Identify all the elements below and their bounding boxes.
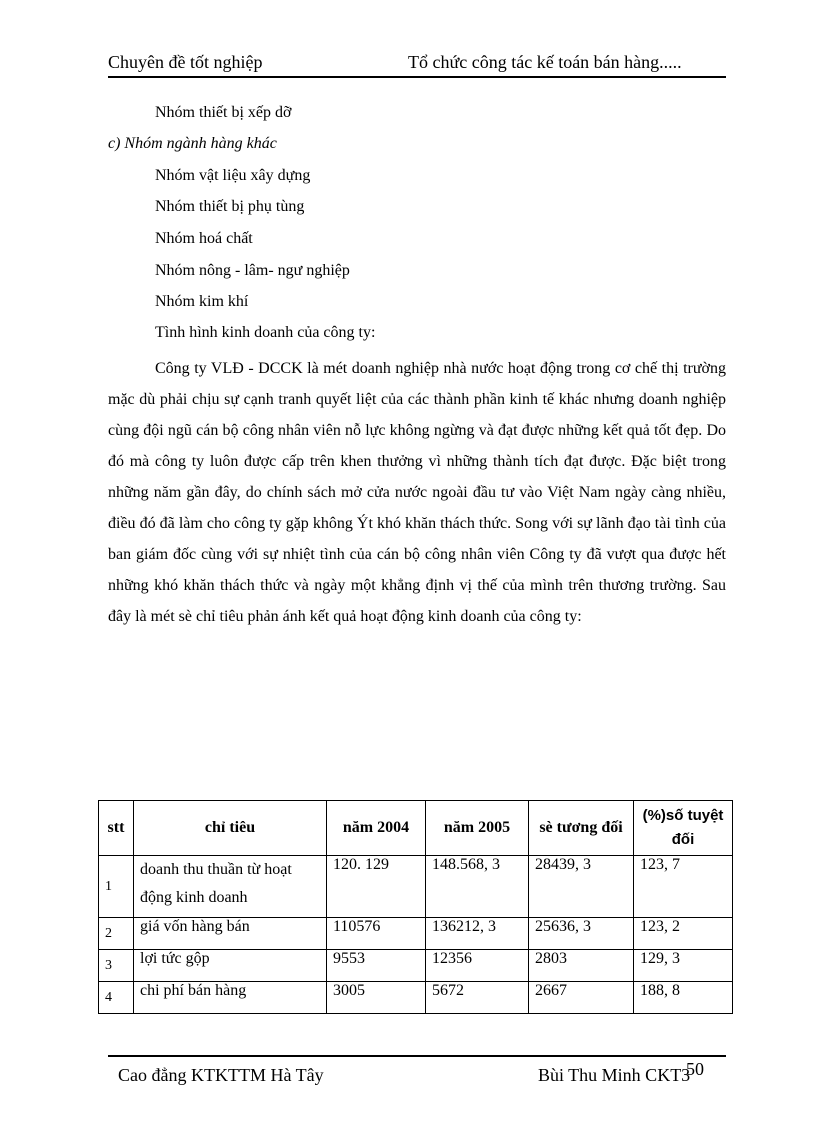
footer-left: Cao đẳng KTKTTM Hà Tây xyxy=(118,1065,324,1085)
cell-absolute: 123, 7 xyxy=(634,856,733,918)
subheading: Tình hình kinh doanh của công ty: xyxy=(155,324,376,341)
col-stt: stt xyxy=(99,801,134,856)
cell-stt: 2 xyxy=(99,918,134,950)
section-heading: c) Nhóm ngành hàng khác xyxy=(108,135,277,152)
list-item: Nhóm thiết bị xếp dỡ xyxy=(155,104,292,121)
col-2004: năm 2004 xyxy=(327,801,426,856)
cell-indicator: giá vốn hàng bán xyxy=(134,918,327,950)
cell-2005: 136212, 3 xyxy=(426,918,529,950)
cell-relative: 2667 xyxy=(529,982,634,1014)
cell-stt: 1 xyxy=(99,856,134,918)
table-row xyxy=(99,982,733,1014)
list-item: Nhóm vật liệu xây dựng xyxy=(155,167,311,184)
table-header-row xyxy=(99,801,733,856)
cell-relative: 25636, 3 xyxy=(529,918,634,950)
cell-relative: 2803 xyxy=(529,950,634,982)
cell-2004: 3005 xyxy=(327,982,426,1014)
page-footer xyxy=(108,1055,726,1097)
cell-absolute: 129, 3 xyxy=(634,950,733,982)
body-paragraph xyxy=(108,353,726,632)
cell-relative: 28439, 3 xyxy=(529,856,634,918)
cell-indicator: lợi tức gộp xyxy=(134,950,327,982)
cell-2004: 110576 xyxy=(327,918,426,950)
table-row xyxy=(99,918,733,950)
header-right: Tổ chức công tác kế toán bán hàng..... xyxy=(408,52,682,72)
list-item: Nhóm kim khí xyxy=(155,293,249,310)
col-2005: năm 2005 xyxy=(426,801,529,856)
page-header xyxy=(108,52,726,78)
cell-2005: 12356 xyxy=(426,950,529,982)
table-row xyxy=(99,856,733,918)
table-row xyxy=(99,950,733,982)
cell-2005: 5672 xyxy=(426,982,529,1014)
col-relative: sè tương đối xyxy=(529,801,634,856)
paragraph-text: Công ty VLĐ - DCCK là mét doanh nghiệp nhà nước hoạt động trong cơ chế thị trường mặc dù phải chịu sự cạnh tranh quyết liệt của các thành phần kinh tế khác nhưng doanh nghiệp cùng đội ngũ cán bộ công nhân viên nỗ lực không ngừng và đạt được những kết quả tốt đẹp. Do đó mà công ty luôn được cấp trên khen thưởng vì những thành tích đạt được. Đặc biệt trong những năm gần đây, do chính sách mở cửa nước ngoài đầu tư vào Việt Nam ngày càng nhiều, điều đó đã làm cho công ty gặp không Ýt khó khăn thách thức. Song với sự lãnh đạo tài tình của ban giám đốc cùng với sự nhiệt tình của cán bộ công nhân viên Công ty đã vượt qua được hết những khó khăn thách thức và ngày một khẳng định vị thế của mình trên thương trường. Sau đây là mét sè chỉ tiêu phản ánh kết quả hoạt động kinh doanh của công ty: xyxy=(108,360,726,625)
cell-2005: 148.568, 3 xyxy=(426,856,529,918)
footer-right: Bùi Thu Minh CKT3 xyxy=(538,1065,691,1085)
cell-2004: 120. 129 xyxy=(327,856,426,918)
cell-stt: 4 xyxy=(99,982,134,1014)
list-item: Nhóm thiết bị phụ tùng xyxy=(155,198,305,215)
col-indicator: chỉ tiêu xyxy=(134,801,327,856)
list-item: Nhóm nông - lâm- ngư nghiệp xyxy=(155,262,350,279)
list-item: Nhóm hoá chất xyxy=(155,230,253,247)
header-left: Chuyên đề tốt nghiệp xyxy=(108,52,263,72)
cell-indicator: doanh thu thuần từ hoạt động kinh doanh xyxy=(134,856,327,918)
results-table xyxy=(98,800,733,1014)
cell-stt: 3 xyxy=(99,950,134,982)
cell-absolute: 188, 8 xyxy=(634,982,733,1014)
cell-absolute: 123, 2 xyxy=(634,918,733,950)
page-number: 50 xyxy=(686,1059,704,1079)
cell-indicator: chi phí bán hàng xyxy=(134,982,327,1014)
col-absolute: (%)số tuyệt đối xyxy=(634,801,733,856)
cell-2004: 9553 xyxy=(327,950,426,982)
